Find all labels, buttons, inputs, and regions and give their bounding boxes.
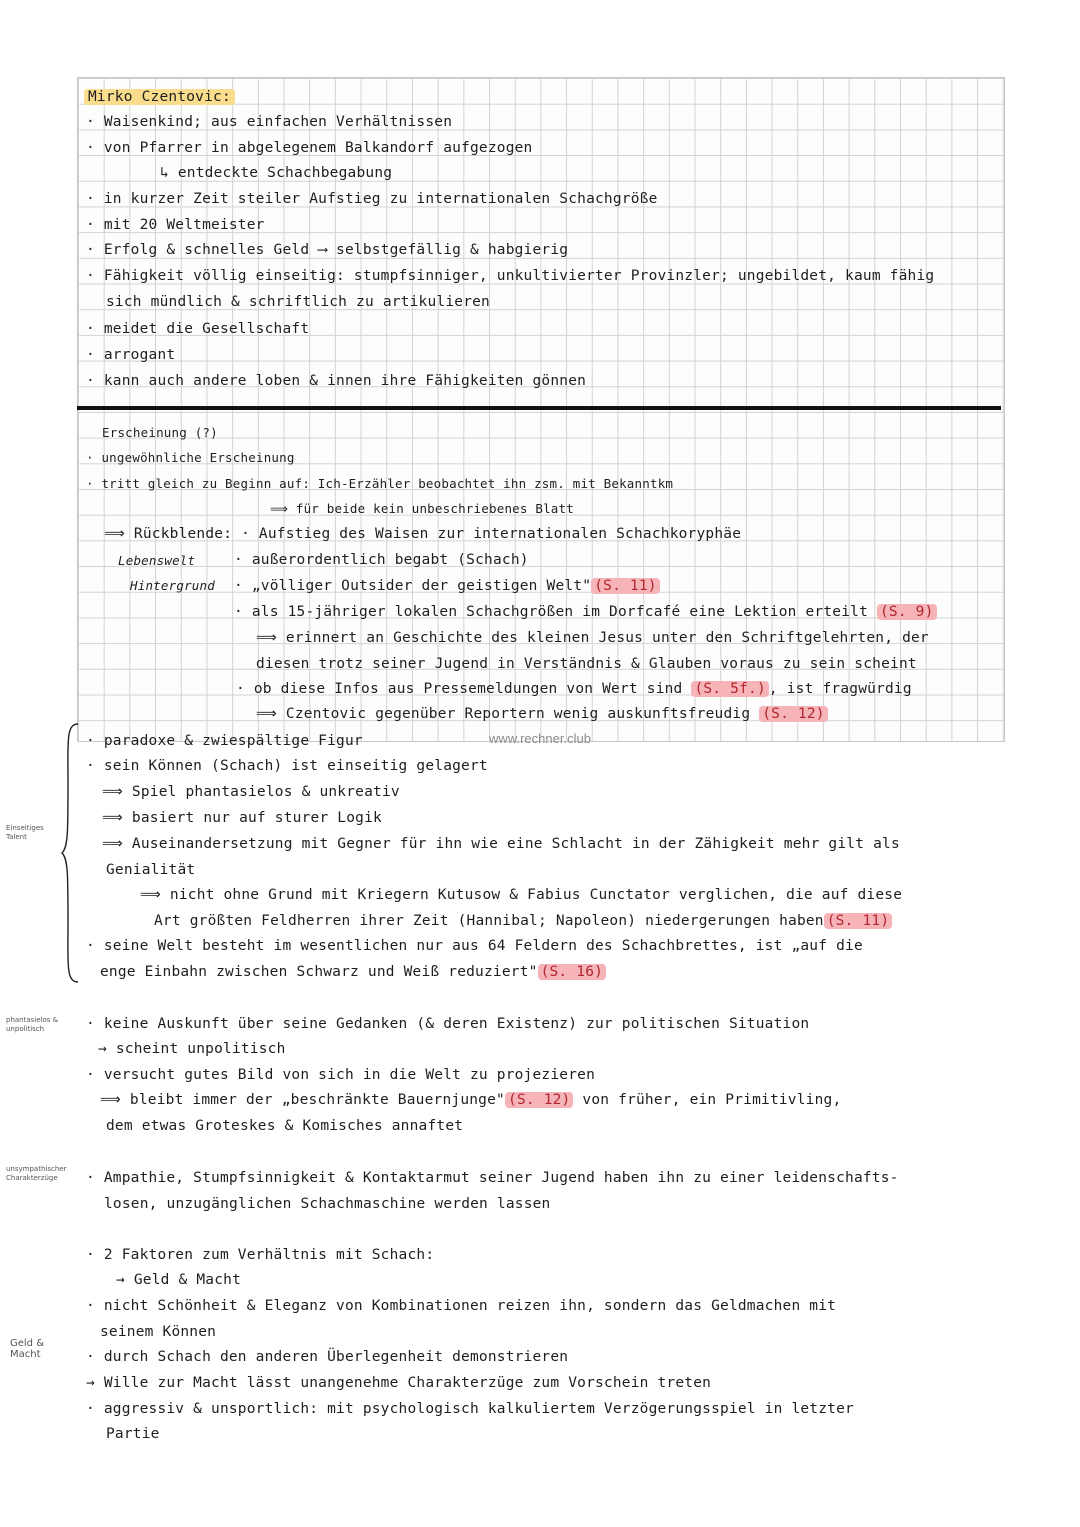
section2-line-25-text: ⟹ bleibt immer der „beschränkte Bauernjunge" [100, 1092, 505, 1108]
section2-line-7 [234, 603, 937, 621]
section2-heading: Erscheinung (?) [102, 425, 218, 440]
section2-line-1: · ungewöhnliche Erscheinung [86, 450, 295, 465]
section2-line-25-tail: von früher, ein Primitivling, [573, 1092, 842, 1108]
section2-line-10-text: · ob diese Infos aus Pressemeldungen von Wert sind [236, 681, 683, 697]
watermark: www.rechner.club [489, 731, 591, 746]
page-reference: (S. 12) [759, 706, 828, 722]
section2-line-6-text: · „völliger Outsider der geistigen Welt" [234, 578, 592, 594]
section2-line-32: seinem Können [100, 1324, 217, 1340]
section2-line-10-tail: , ist fragwürdig [768, 681, 912, 697]
page-reference: (S. 16) [538, 964, 607, 980]
section1-line-5: · mit 20 Weltmeister [86, 217, 265, 233]
section-divider [77, 406, 1001, 410]
section2-line-24: · versucht gutes Bild von sich in die Welt zu projezieren [86, 1067, 595, 1083]
section2-line-15: ⟹ basiert nur auf sturer Logik [102, 810, 382, 826]
section2-line-25 [100, 1091, 841, 1109]
page-reference: (S. 11) [824, 913, 893, 929]
section1-line-2: · von Pfarrer in abgelegenem Balkandorf aufgezogen [86, 140, 533, 156]
margin-note-einseitiges-talent: Einseitiges Talent [6, 824, 44, 841]
section2-line-36: Partie [106, 1426, 160, 1442]
section1-line-7: · Fähigkeit völlig einseitig: stumpfsinniger, unkultivierter Provinzler; ungebildet, kaum fähig [86, 268, 935, 284]
section2-line-16: ⟹ Auseinandersetzung mit Gegner für ihn wie eine Schlacht in der Zähigkeit mehr gilt als [102, 836, 900, 852]
section2-line-30: → Geld & Macht [116, 1272, 242, 1288]
section2-line-20: · seine Welt besteht im wesentlichen nur aus 64 Feldern des Schachbrettes, ist „auf die [86, 938, 863, 954]
section2-line-10 [236, 680, 912, 698]
section2-line-31: · nicht Schönheit & Eleganz von Kombinationen reizen ihn, sondern das Geldmachen mit [86, 1298, 837, 1314]
section2-line-21-text: enge Einbahn zwischen Schwarz und Weiß reduziert" [100, 964, 538, 980]
lebenswelt-label: Lebenswelt [118, 553, 196, 568]
section1-line-10: · arrogant [86, 347, 176, 363]
section2-line-11-text: ⟹ Czentovic gegenüber Reportern wenig auskunftsfreudig [256, 706, 751, 722]
section1-line-6: · Erfolg & schnelles Geld ⟶ selbstgefällig & habgierig [86, 242, 569, 258]
section2-line-8: ⟹ erinnert an Geschichte des kleinen Jesus unter den Schriftgelehrten, der [256, 630, 929, 646]
section2-line-4: ⟹ Rückblende: · Aufstieg des Waisen zur internationalen Schachkoryphäe [104, 526, 742, 542]
section2-line-9: diesen trotz seiner Jugend in Verständnis & Glauben voraus zu sein scheint [256, 656, 917, 672]
page-reference: (S. 11) [591, 578, 660, 594]
margin-note-geld-macht: Geld & Macht [10, 1338, 45, 1360]
section2-line-3: ⟹ für beide kein unbeschriebenes Blatt [270, 501, 574, 516]
section2-line-23: → scheint unpolitisch [98, 1041, 286, 1057]
section1-line-8: sich mündlich & schriftlich zu artikulieren [106, 294, 490, 310]
section1-line-11: · kann auch andere loben & innen ihre Fähigkeiten gönnen [86, 373, 587, 389]
page-title [84, 88, 235, 106]
page-reference: (S. 5f.) [691, 681, 768, 697]
section2-line-5: · außerordentlich begabt (Schach) [234, 552, 529, 568]
curly-brace-icon [60, 722, 80, 984]
section1-line-1: · Waisenkind; aus einfachen Verhältnissen [86, 114, 453, 130]
section2-line-28: losen, unzugänglichen Schachmaschine werden lassen [104, 1196, 551, 1212]
section2-line-14: ⟹ Spiel phantasielos & unkreativ [102, 784, 400, 800]
section2-line-2: · tritt gleich zu Beginn auf: Ich-Erzähler beobachtet ihn zsm. mit Bekanntkm [86, 476, 674, 491]
section2-line-18: ⟹ nicht ohne Grund mit Kriegern Kutusow & Fabius Cunctator verglichen, die auf diese [140, 887, 903, 903]
section2-line-6 [234, 577, 660, 595]
section2-line-35: · aggressiv & unsportlich: mit psychologisch kalkuliertem Verzögerungsspiel in letzter [86, 1401, 854, 1417]
section2-line-34: → Wille zur Macht lässt unangenehme Charakterzüge zum Vorschein treten [86, 1375, 712, 1391]
section1-line-4: · in kurzer Zeit steiler Aufstieg zu internationalen Schachgröße [86, 191, 658, 207]
section2-line-19-text: Art größten Feldherren ihrer Zeit (Hannibal; Napoleon) niedergerungen haben [154, 913, 824, 929]
page-reference: (S. 9) [877, 604, 937, 620]
section2-line-33: · durch Schach den anderen Überlegenheit demonstrieren [86, 1349, 569, 1365]
section2-line-17: Genialität [106, 862, 196, 878]
margin-note-phantasielos: phantasielos & unpolitisch [6, 1016, 59, 1033]
page-reference: (S. 12) [505, 1092, 574, 1108]
section2-line-13: · sein Können (Schach) ist einseitig gelagert [86, 758, 488, 774]
section2-line-22: · keine Auskunft über seine Gedanken (& deren Existenz) zur politischen Situation [86, 1016, 810, 1032]
section2-line-21 [100, 963, 606, 981]
section1-line-9: · meidet die Gesellschaft [86, 321, 310, 337]
section2-line-19 [154, 912, 892, 930]
section2-line-12: · paradoxe & zwiespältige Figur [86, 733, 363, 749]
title-highlight: Mirko Czentovic: [84, 89, 235, 105]
section2-line-7-text: · als 15-jähriger lokalen Schachgrößen im Dorfcafé eine Lektion erteilt [234, 604, 869, 620]
section2-line-11 [256, 705, 828, 723]
section2-line-26: dem etwas Groteskes & Komisches annaftet [106, 1118, 464, 1134]
margin-note-unsympathisch: unsympathischer Charakterzüge [6, 1165, 67, 1182]
section2-line-29: · 2 Faktoren zum Verhältnis mit Schach: [86, 1247, 435, 1263]
hintergrund-label: Hintergrund [130, 578, 215, 593]
section2-line-27: · Ampathie, Stumpfsinnigkeit & Kontaktarmut seiner Jugend haben ihn zu einer leidenschafts- [86, 1170, 899, 1186]
section1-line-3: ↳ entdeckte Schachbegabung [160, 165, 393, 181]
